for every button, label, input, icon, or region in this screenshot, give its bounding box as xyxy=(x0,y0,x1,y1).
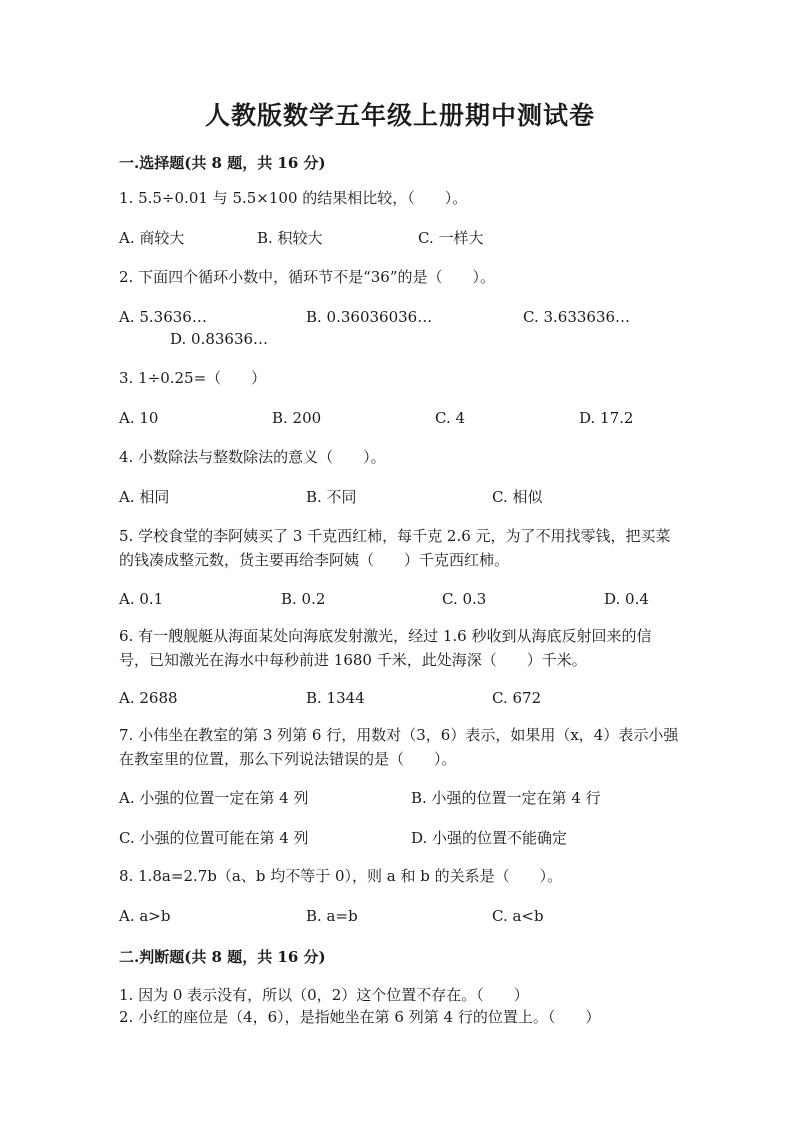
question-7: 7. 小伟坐在教室的第 3 列第 6 行，用数对（3，6）表示，如果用（x，4）表示小强在教室里的位置，那么下列说法错误的是（ ）。 xyxy=(119,726,679,768)
q5-option-d: D. 0.4 xyxy=(604,590,649,608)
question-4: 4. 小数除法与整数除法的意义（ ）。 xyxy=(119,448,386,466)
q2-option-b: B. 0.36036036… xyxy=(306,308,433,326)
q2-option-d: D. 0.83636… xyxy=(170,330,269,348)
q3-option-d: D. 17.2 xyxy=(579,409,634,427)
q1-option-b: B. 积较大 xyxy=(257,229,323,247)
question-2: 2. 下面四个循环小数中，循环节不是“36”的是（ ）。 xyxy=(119,268,496,286)
question-6: 6. 有一艘舰艇从海面某处向海底发射激光，经过 1.6 秒收到从海底反射回来的信号，已知激光在海水中每秒前进 1680 千米，此处海深（ ）千米。 xyxy=(119,627,652,669)
page-title: 人教版数学五年级上册期中测试卷 xyxy=(204,101,595,130)
judge-question-2: 2. 小红的座位是（4，6），是指她坐在第 6 列第 4 行的位置上。（ ） xyxy=(119,1008,601,1026)
question-5: 5. 学校食堂的李阿姨买了 3 千克西红柿，每千克 2.6 元，为了不用找零钱，把买菜的钱凑成整元数，货主要再给李阿姨（ ）千克西红柿。 xyxy=(119,527,671,569)
q8-option-a: A. a>b xyxy=(119,907,171,925)
q8-option-c: C. a<b xyxy=(492,907,544,925)
q1-option-a: A. 商较大 xyxy=(119,229,185,247)
q8-option-b: B. a=b xyxy=(306,907,358,925)
judge-question-1: 1. 因为 0 表示没有，所以（0，2）这个位置不存在。（ ） xyxy=(119,986,529,1004)
q4-option-c: C. 相似 xyxy=(492,488,543,506)
q5-option-c: C. 0.3 xyxy=(442,590,487,608)
q1-option-c: C. 一样大 xyxy=(418,229,484,247)
q3-option-c: C. 4 xyxy=(435,409,466,427)
q7-option-d: D. 小强的位置不能确定 xyxy=(411,829,568,847)
q4-option-b: B. 不同 xyxy=(306,488,357,506)
q7-option-a: A. 小强的位置一定在第 4 列 xyxy=(119,789,309,807)
q4-option-a: A. 相同 xyxy=(119,488,170,506)
q3-option-a: A. 10 xyxy=(119,409,159,427)
section-heading-choice: 一.选择题(共 8 题，共 16 分) xyxy=(119,154,326,172)
q5-option-a: A. 0.1 xyxy=(119,590,164,608)
question-1: 1. 5.5÷0.01 与 5.5×100 的结果相比较，（ ）。 xyxy=(119,189,468,207)
question-3: 3. 1÷0.25=（ ） xyxy=(119,369,267,387)
q7-option-c: C. 小强的位置可能在第 4 列 xyxy=(119,829,309,847)
q5-option-b: B. 0.2 xyxy=(281,590,326,608)
q6-option-b: B. 1344 xyxy=(306,689,365,707)
q2-option-c: C. 3.633636… xyxy=(523,308,631,326)
q6-option-a: A. 2688 xyxy=(119,689,178,707)
question-8: 8. 1.8a=2.7b（a、b 均不等于 0），则 a 和 b 的关系是（ ）。 xyxy=(119,867,563,885)
q2-option-a: A. 5.3636… xyxy=(119,308,207,326)
q3-option-b: B. 200 xyxy=(272,409,322,427)
q6-option-c: C. 672 xyxy=(492,689,542,707)
q7-option-b: B. 小强的位置一定在第 4 行 xyxy=(411,789,601,807)
section-heading-judge: 二.判断题(共 8 题，共 16 分) xyxy=(119,948,326,966)
